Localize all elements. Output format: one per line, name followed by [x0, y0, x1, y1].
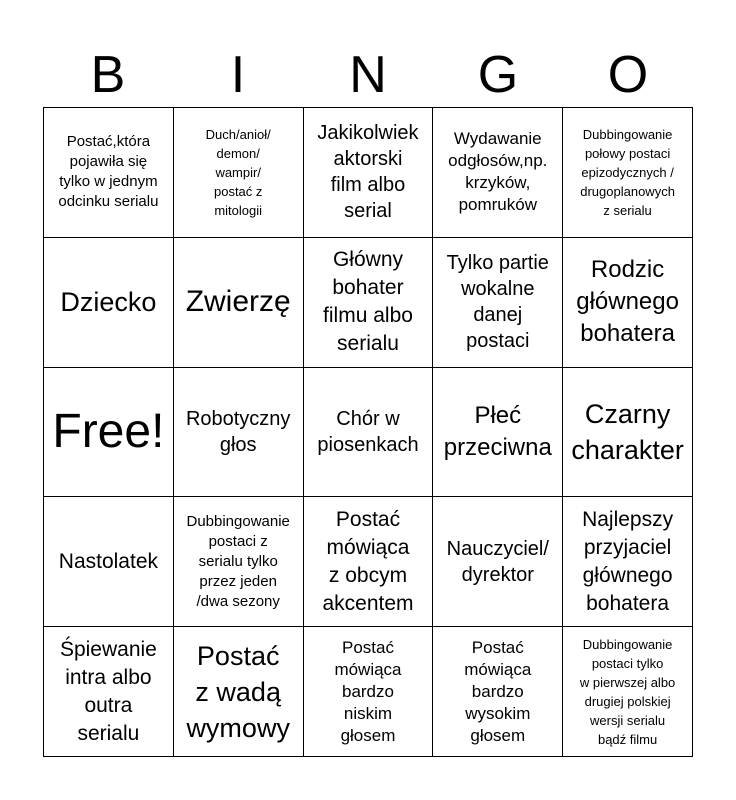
bingo-cell[interactable]: Jakikolwiek aktorski film albo serial	[304, 108, 434, 238]
bingo-cell[interactable]: Najlepszy przyjaciel głównego bohatera	[563, 497, 693, 627]
bingo-cell[interactable]: Płeć przeciwna	[433, 368, 563, 498]
bingo-cell[interactable]: Duch/anioł/ demon/ wampir/ postać z mitologii	[174, 108, 304, 238]
bingo-cell[interactable]: Śpiewanie intra albo outra serialu	[44, 627, 174, 757]
bingo-cell[interactable]: Postać,która pojawiła się tylko w jednym odcinku serialu	[44, 108, 174, 238]
header-letter-g: G	[477, 46, 519, 104]
bingo-cell[interactable]: Chór w piosenkach	[304, 368, 434, 498]
bingo-cell[interactable]: Robotyczny głos	[174, 368, 304, 498]
bingo-header	[43, 44, 693, 106]
bingo-cell[interactable]: Postać mówiąca z obcym akcentem	[304, 497, 434, 627]
bingo-cell[interactable]: Dubbingowanie postaci z serialu tylko przez jeden /dwa sezony	[174, 497, 304, 627]
bingo-cell[interactable]: Rodzic głównego bohatera	[563, 238, 693, 368]
bingo-cell[interactable]: Dubbingowanie postaci tylko w pierwszej albo drugiej polskiej wersji serialu bądź filmu	[563, 627, 693, 757]
bingo-cell[interactable]: Dubbingowanie połowy postaci epizodycznych / drugoplanowych z serialu	[563, 108, 693, 238]
bingo-cell[interactable]: Dziecko	[44, 238, 174, 368]
bingo-cell[interactable]: Wydawanie odgłosów,np. krzyków, pomruków	[433, 108, 563, 238]
header-letter-i: I	[230, 46, 246, 104]
free-space-cell[interactable]: Free!	[44, 368, 174, 498]
bingo-cell[interactable]: Nastolatek	[44, 497, 174, 627]
bingo-cell[interactable]: Postać mówiąca bardzo wysokim głosem	[433, 627, 563, 757]
header-letter-o: O	[607, 46, 649, 104]
bingo-cell[interactable]: Nauczyciel/ dyrektor	[433, 497, 563, 627]
header-letter-n: N	[349, 46, 387, 104]
bingo-cell[interactable]: Postać mówiąca bardzo niskim głosem	[304, 627, 434, 757]
bingo-cell[interactable]: Główny bohater filmu albo serialu	[304, 238, 434, 368]
bingo-cell[interactable]: Zwierzę	[174, 238, 304, 368]
bingo-cell[interactable]: Postać z wadą wymowy	[174, 627, 304, 757]
bingo-grid	[43, 107, 693, 757]
bingo-cell[interactable]: Czarny charakter	[563, 368, 693, 498]
header-letter-b: B	[90, 46, 126, 104]
bingo-cell[interactable]: Tylko partie wokalne danej postaci	[433, 238, 563, 368]
